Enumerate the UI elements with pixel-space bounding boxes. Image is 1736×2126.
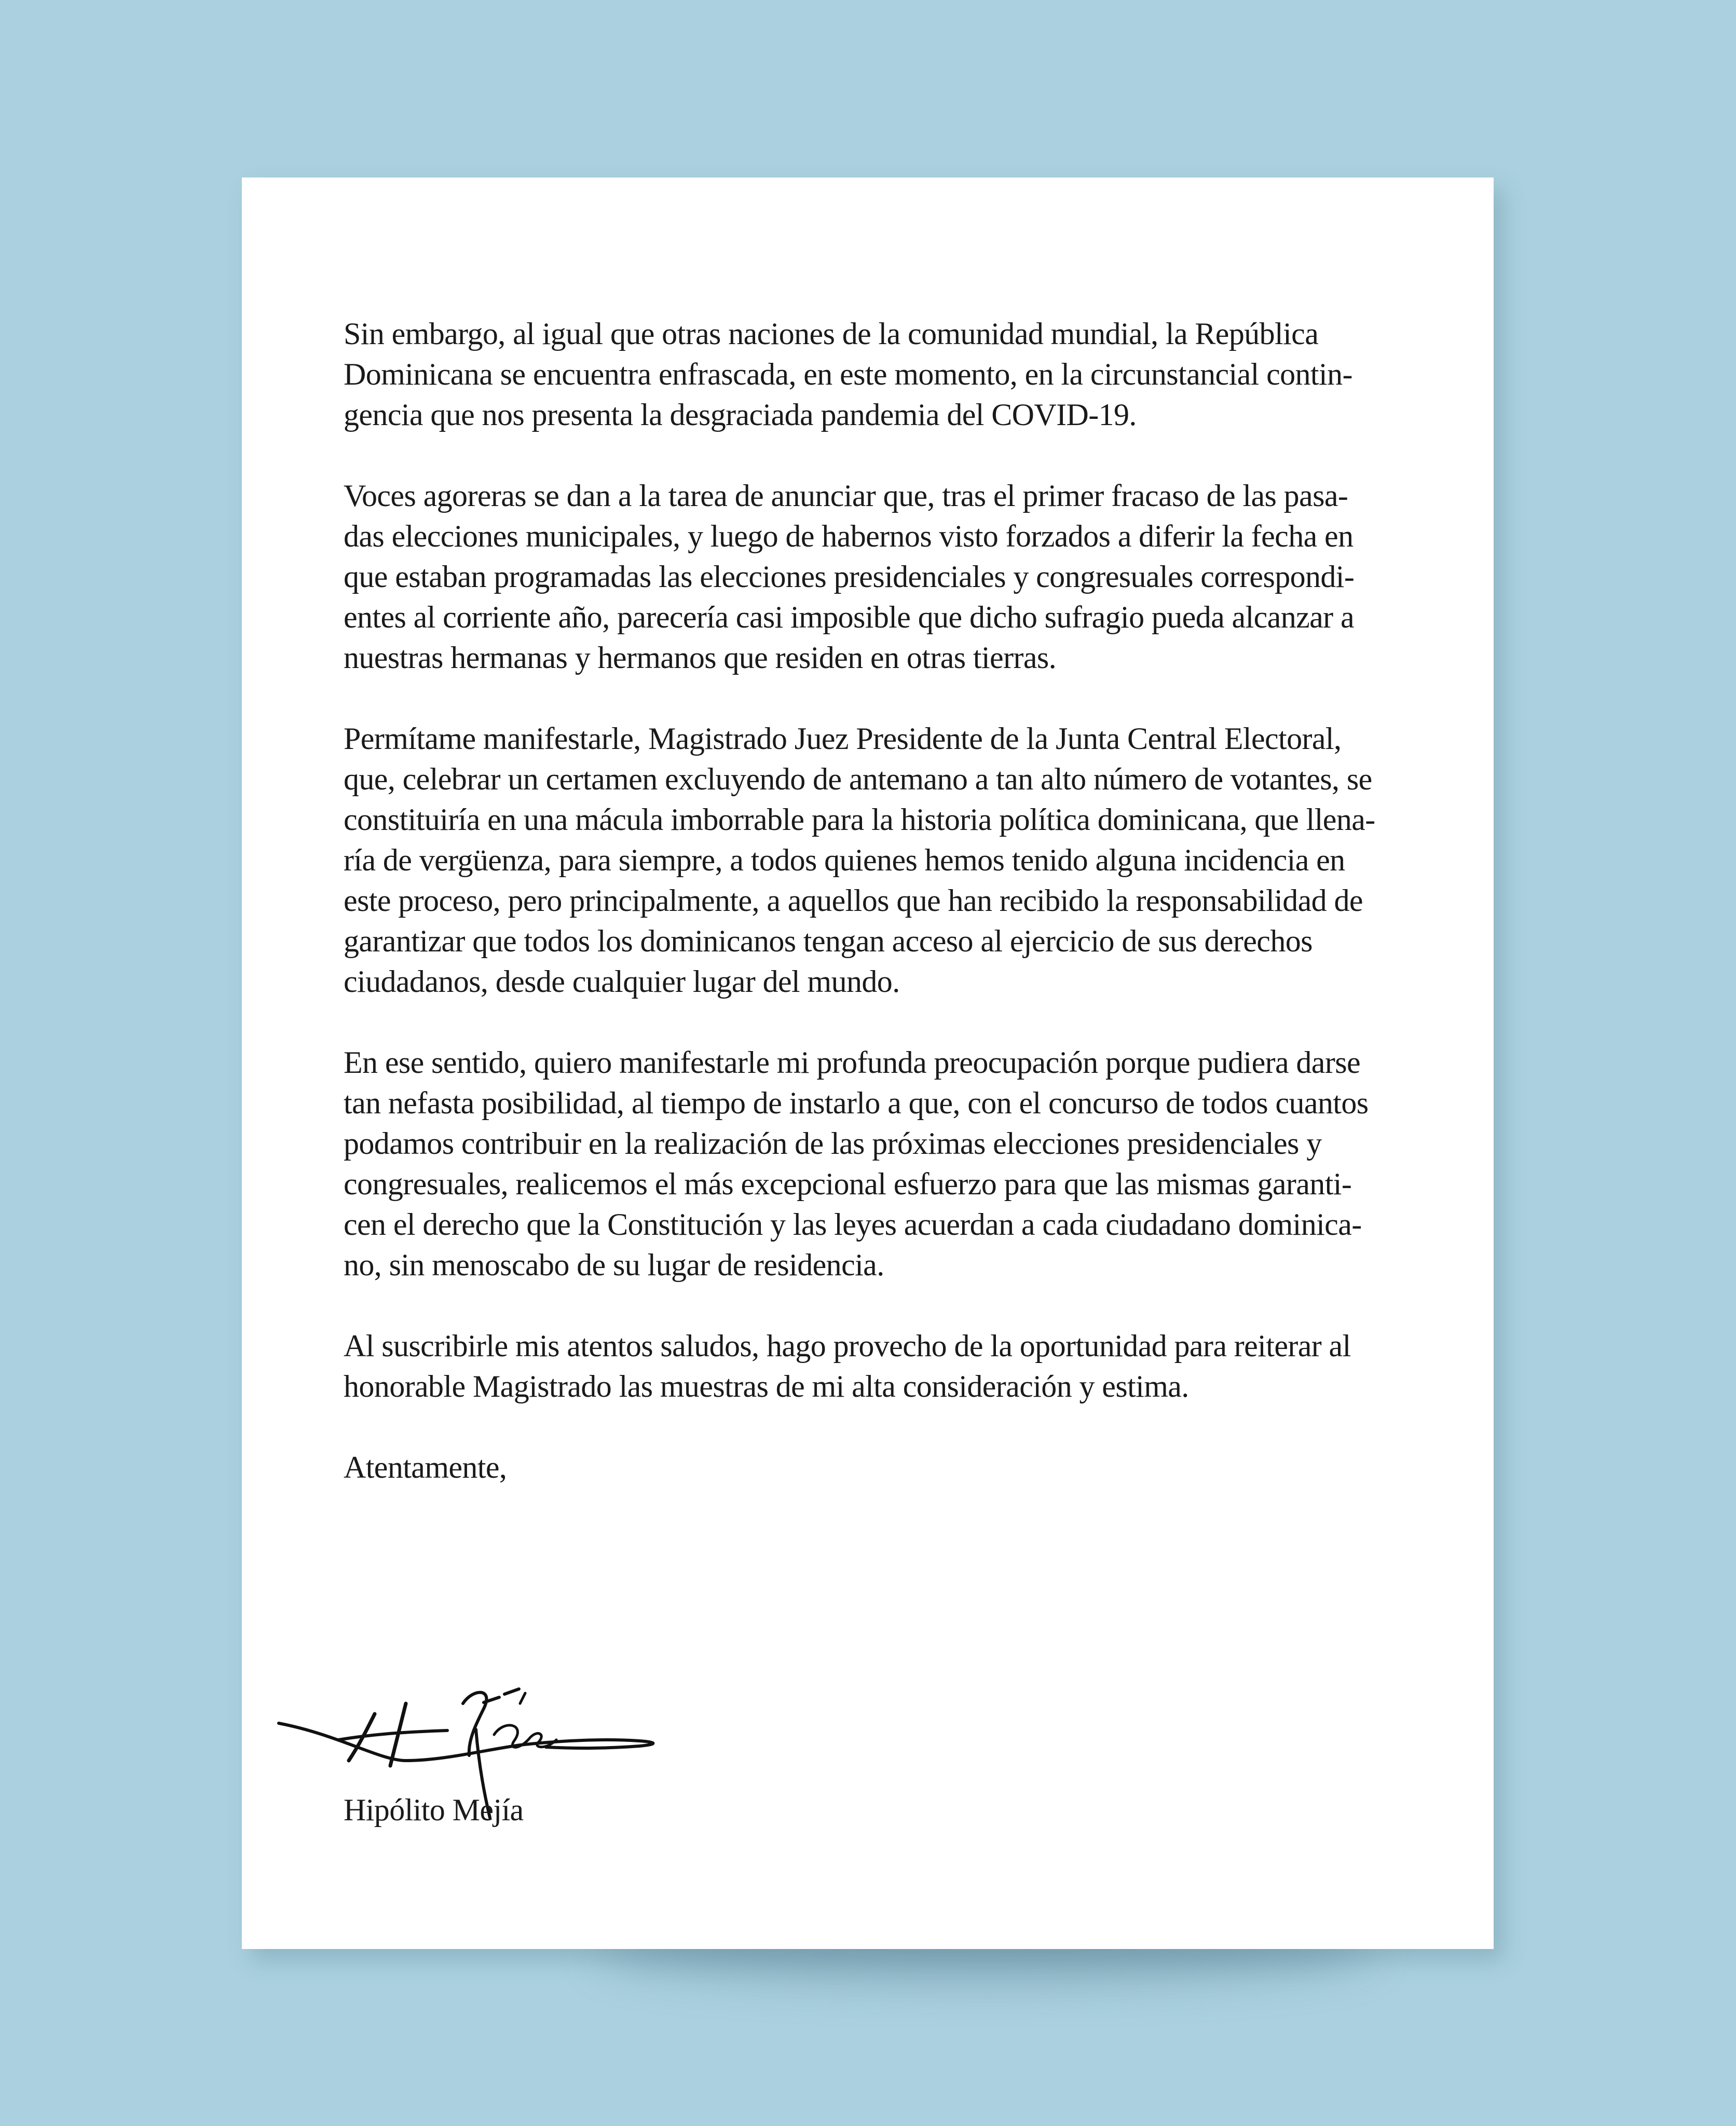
letter-paragraph-4: En ese sentido, quiero manifestarle mi profunda preocupación porque pudiera darse tan nefasta posibilidad, al tiempo de instarlo a que, con el concurso de todos cuantos podamos contribuir en la realización de las próximas elecciones presidenciales y congresuales, realicemos el más excepcional esfuerzo para que las mismas garanti- cen el derecho que la Constitución y las leyes acuerdan a cada ciudadano dominica- no, sin menoscabo de su lugar de residencia.	[344, 1045, 1369, 1282]
signature-block	[344, 1703, 863, 1859]
letter-paragraph-1: Sin embargo, al igual que otras naciones de la comunidad mundial, la República Dominicana se encuentra enfrascada, en este momento, en la circunstancial contin- gencia que nos presenta la desgraciada pandemia del COVID-19.	[344, 317, 1352, 432]
letter-paragraph-2: Voces agoreras se dan a la tarea de anunciar que, tras el primer fracaso de las pasa- das elecciones municipales, y luego de habernos visto forzados a diferir la fecha en que estaban programadas las elecciones presidenciales y congresuales correspondi- entes al corriente año, parecería casi imposible que dicho sufragio pueda alcanzar a nuestras hermanas y hermanos que residen en otras tierras.	[344, 479, 1355, 675]
letter-body	[344, 314, 1392, 1488]
letter-paragraph-5: Al suscribirle mis atentos saludos, hago provecho de la oportunidad para reiterar al honorable Magistrado las muestras de mi alta consideración y estima.	[344, 1329, 1351, 1403]
letter-sheet	[242, 178, 1494, 1949]
letter-paragraph-3: Permítame manifestarle, Magistrado Juez Presidente de la Junta Central Electoral, que, celebrar un certamen excluyendo de antemano a tan alto número de votantes, se constituiría en una mácula imborrable para la historia política dominicana, que llena- ría de vergüenza, para siempre, a todos quienes hemos tenido alguna incidencia en este proceso, pero principalmente, a aquellos que han recibido la responsabilidad de garantizar que todos los dominicanos tengan acceso al ejercicio de sus derechos ciudadanos, desde cualquier lugar del mundo.	[344, 721, 1375, 999]
closing-salutation: Atentamente,	[344, 1450, 507, 1484]
signatory-name: Hipólito Mejía	[344, 1793, 524, 1827]
